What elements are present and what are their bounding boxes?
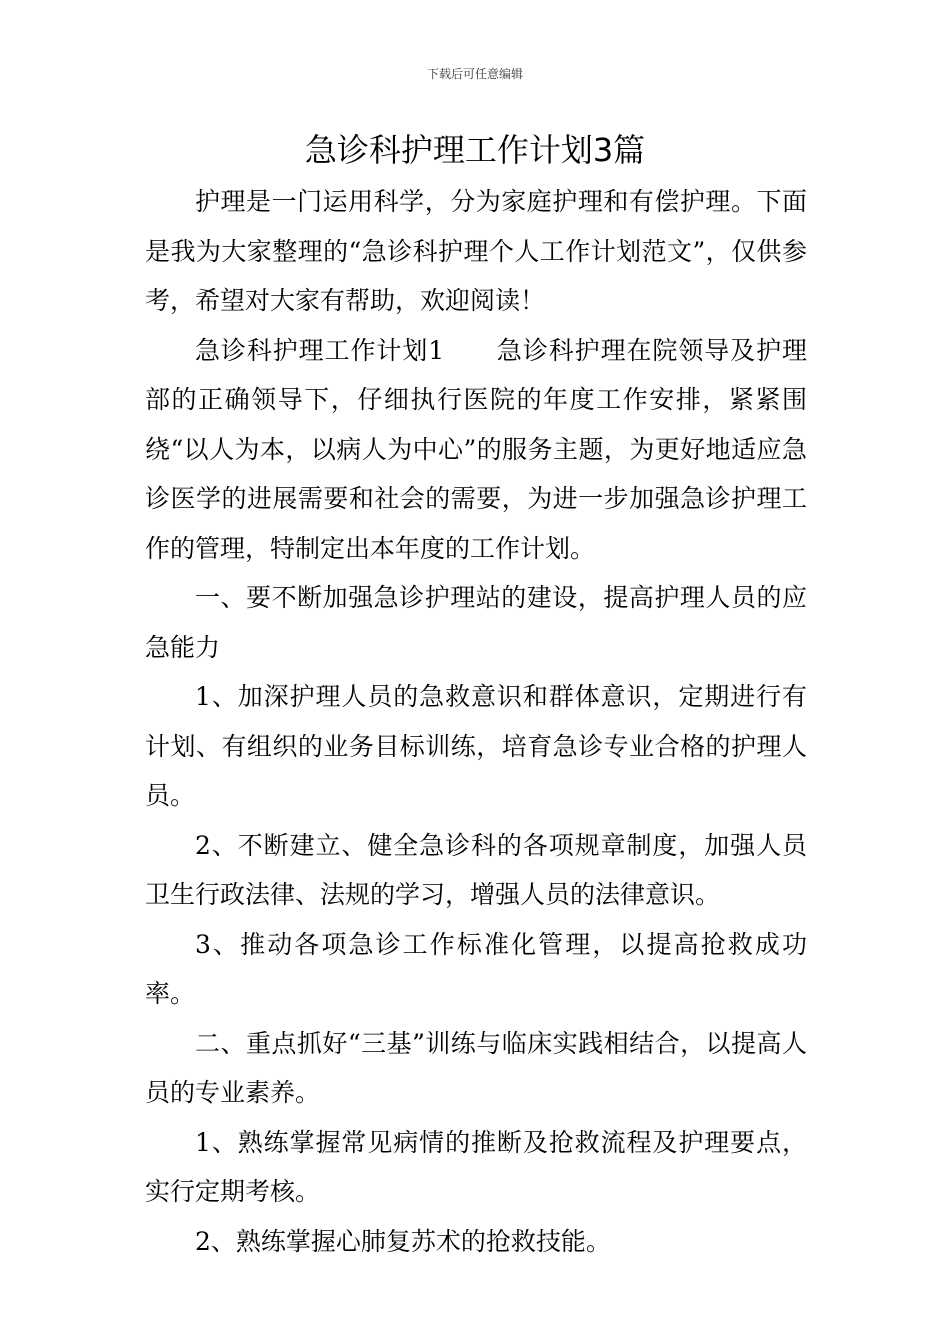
section-heading-1: 一、要不断加强急诊护理站的建设，提高护理人员的应急能力 <box>145 583 807 662</box>
header-note: 下载后可任意编辑 <box>426 67 523 81</box>
section-heading-2: 二、重点抓好“三基”训练与临床实践相结合，以提高人员的专业素养。 <box>145 1028 807 1107</box>
document-title: 急诊科护理工作计划3篇 <box>304 131 646 169</box>
document-body <box>145 177 807 1266</box>
list-item: 2、不断建立、健全急诊科的各项规章制度，加强人员卫生行政法律、法规的学习，增强人员的法律意识。 <box>145 830 807 909</box>
plan-1-paragraph: 急诊科护理工作计划1 急诊科护理在院领导及护理部的正确领导下，仔细执行医院的年度工作安排，紧紧围绕“以人为本，以病人为中心”的服务主题，为更好地适应急诊医学的进展需要和社会的需要，为进一步加强急诊护理工作的管理，特制定出本年度的工作计划。 <box>145 335 807 563</box>
list-item: 1、加深护理人员的急救意识和群体意识，定期进行有计划、有组织的业务目标训练，培育急诊专业合格的护理人员。 <box>145 682 807 810</box>
list-item: 3、推动各项急诊工作标准化管理，以提高抢救成功率。 <box>145 929 807 1008</box>
list-item: 2、熟练掌握心肺复苏术的抢救技能。 <box>195 1226 611 1256</box>
list-item: 1、熟练掌握常见病情的推断及抢救流程及护理要点，实行定期考核。 <box>145 1127 807 1206</box>
intro-paragraph: 护理是一门运用科学，分为家庭护理和有偿护理。下面是我为大家整理的“急诊科护理个人工作计划范文”，仅供参考，希望对大家有帮助，欢迎阅读！ <box>145 187 807 315</box>
